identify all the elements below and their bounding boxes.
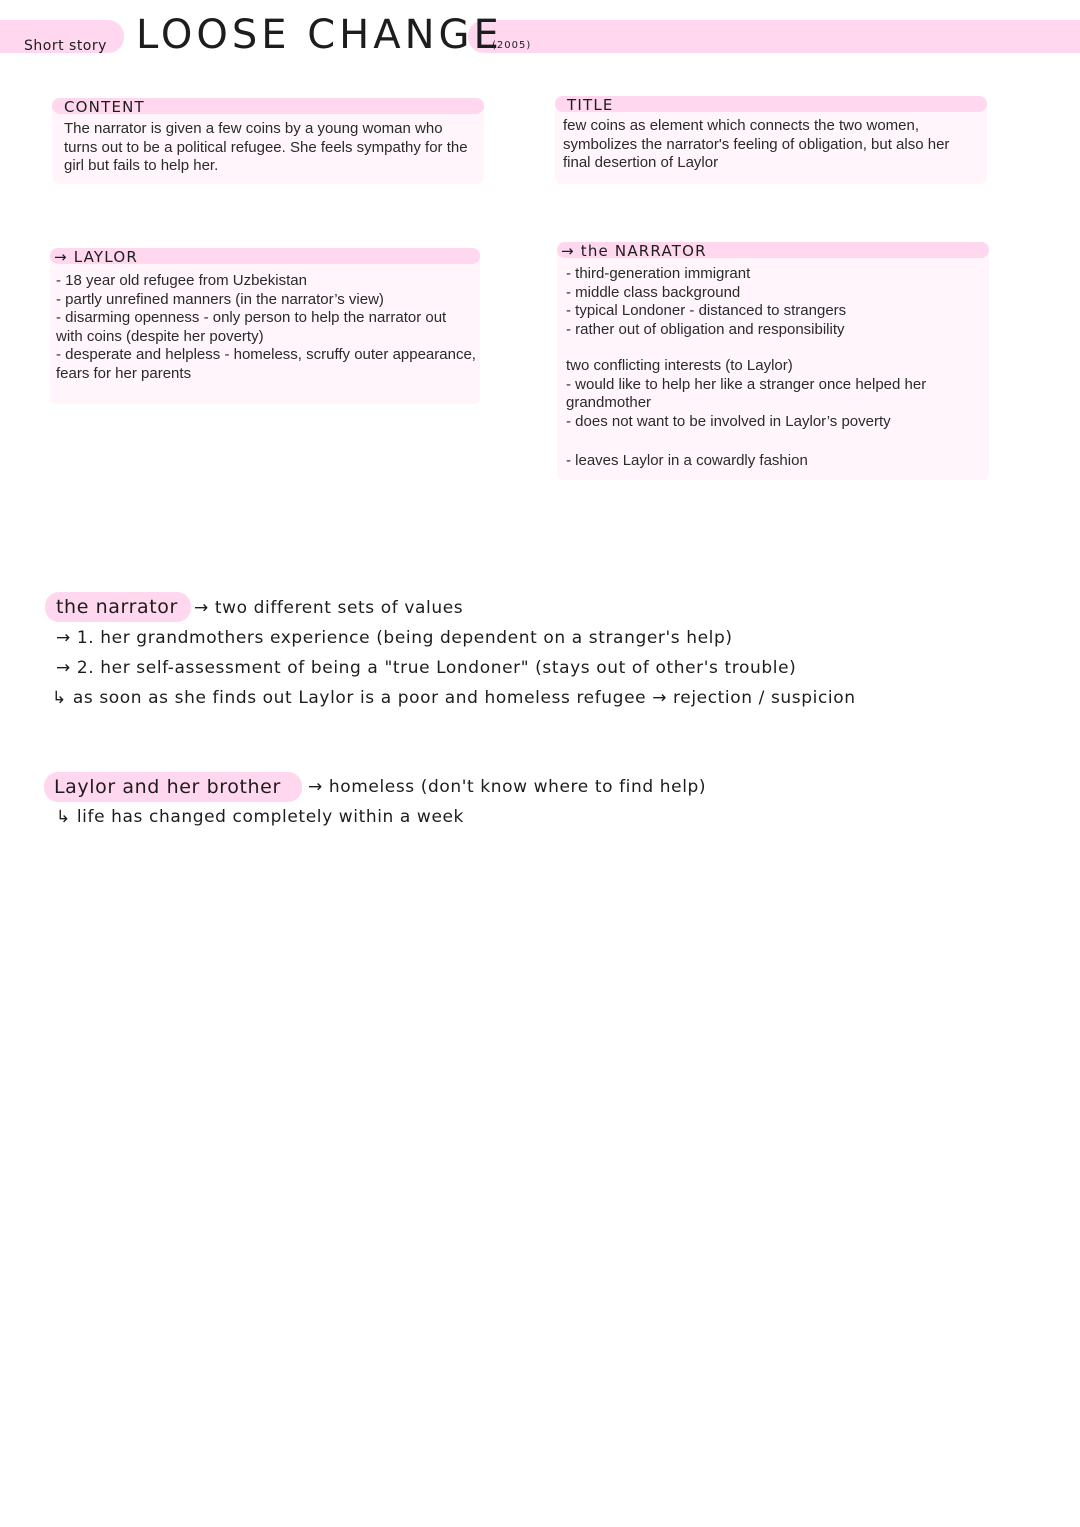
narrator-value-1: → 1. her grandmothers experience (being dependent on a stranger's help) [56, 628, 733, 648]
content-box-text: The narrator is given a few coins by a young woman who turns out to be a political refugee. She feels sympathy for the girl but fails to help her. [64, 120, 468, 174]
content-box [52, 98, 484, 184]
publication-year: (2005) [492, 40, 532, 51]
narrator-conclusion: - leaves Laylor in a cowardly fashion [566, 452, 808, 469]
title-box-heading: TITLE [567, 96, 614, 114]
narrator-value-consequence: ↳ as soon as she finds out Laylor is a poor and homeless refugee → rejection / suspicion [52, 688, 856, 708]
title-box-header-highlight [555, 96, 987, 112]
laylor-notes-keyword: Laylor and her brother [54, 776, 281, 798]
narrator-notes-summary: → two different sets of values [194, 598, 464, 618]
narrator-trait: - third-generation immigrant [566, 265, 751, 282]
spacer [566, 431, 976, 452]
narrator-value-2: → 2. her self-assessment of being a "true Londoner" (stays out of other's trouble) [56, 658, 797, 678]
narrator-notes-keyword: the narrator [56, 596, 178, 618]
laylor-box-heading: → LAYLOR [54, 248, 138, 266]
laylor-trait: - partly unrefined manners (in the narrator’s view) [56, 290, 384, 308]
narrator-notes [566, 265, 976, 471]
laylor-trait: - desperate and helpless - homeless, scruffy outer appearance, fears for her parents [56, 346, 476, 382]
narrator-box [557, 242, 989, 480]
title-box [555, 96, 987, 184]
laylor-box [50, 248, 480, 404]
laylor-trait: - 18 year old refugee from Uzbekistan [56, 272, 307, 289]
conflict-item: - would like to help her like a stranger once helped her grandmother [566, 375, 927, 411]
document-type-label: Short story [24, 38, 107, 54]
spacer [566, 339, 976, 357]
conflict-heading: two conflicting interests (to Laylor) [566, 357, 793, 374]
narrator-trait: - middle class background [566, 283, 741, 301]
content-box-heading: CONTENT [64, 98, 145, 116]
laylor-trait: - disarming openness - only person to help the narrator out with coins (despite her poverty) [56, 309, 447, 345]
laylor-trait-list [56, 272, 476, 383]
laylor-notes-summary: → homeless (don't know where to find help) [308, 777, 707, 797]
laylor-notes-detail: ↳ life has changed completely within a week [56, 807, 465, 827]
header-title-highlight [468, 20, 1080, 53]
page-title: LOOSE CHANGE [136, 12, 503, 58]
title-box-text: few coins as element which connects the two women, symbolizes the narrator's feeling of obligation, but also her final desertion of Laylor [563, 117, 950, 171]
conflict-item: - does not want to be involved in Laylor’s poverty [566, 412, 891, 430]
narrator-trait: - typical Londoner - distanced to strangers [566, 302, 847, 319]
narrator-box-heading: → the NARRATOR [561, 242, 707, 260]
narrator-trait: - rather out of obligation and responsibility [566, 320, 845, 338]
